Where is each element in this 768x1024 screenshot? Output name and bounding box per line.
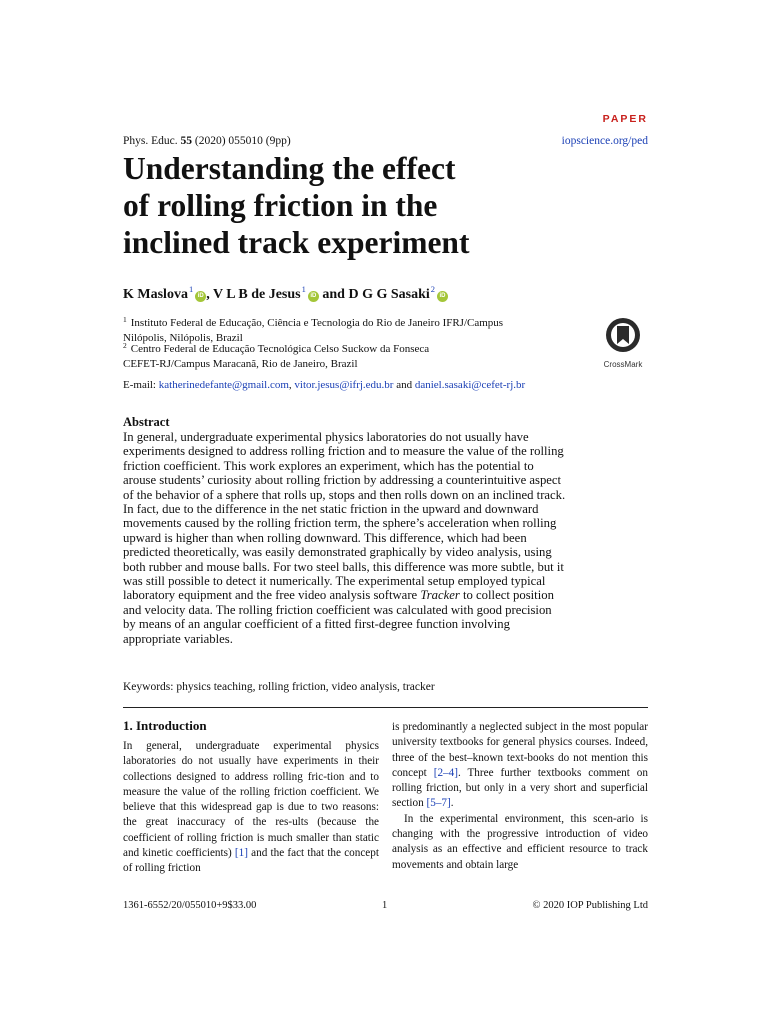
body-text: . Three further textbooks comment on rolling friction, but only in a very short and superficial section	[392, 766, 648, 810]
affiliation-line: Instituto Federal de Educação, Ciência e Tecnologia do Rio de Janeiro IFRJ/Campus	[130, 317, 504, 329]
body-paragraph: In the experimental environment, this scen-ario is changing with the progressive introduction of video analysis as an effective and efficient resource to track movements and obtain large	[392, 812, 648, 871]
title-line: inclined track experiment	[123, 225, 470, 260]
title-line: Understanding the effect	[123, 151, 456, 186]
email-link[interactable]: daniel.sasaki@cefet-rj.br	[414, 379, 526, 391]
paper-title	[123, 150, 583, 261]
affiliation-line: Centro Federal de Educação Tecnológica Celso Suckow da Fonseca	[130, 343, 430, 355]
journal-issue: (2020) 055010 (9pp)	[194, 135, 291, 147]
author-affiliation-mark[interactable]: 1	[301, 284, 306, 294]
body-paragraph	[123, 739, 379, 877]
abstract-body	[123, 430, 567, 646]
title-line: of rolling friction in the	[123, 188, 438, 223]
affiliation-number: 2	[123, 341, 127, 350]
software-name: Tracker	[420, 588, 460, 603]
journal-name: Phys. Educ.	[123, 135, 178, 147]
crossmark-icon	[604, 316, 642, 354]
orcid-icon[interactable]: iD	[308, 291, 319, 302]
author-name: D G G Sasaki	[348, 287, 430, 302]
journal-volume: 55	[180, 135, 192, 147]
crossmark-label: CrossMark	[603, 360, 643, 369]
article-type-label: PAPER	[602, 113, 648, 125]
author-list	[123, 284, 448, 303]
abstract-text-part: In general, undergraduate experimental physics laboratories do not usually have experiments designed to address rolling friction and to measure the value of the rolling friction coefficient. This work explores an experiment, which has the potential to arouse students’ curiosity about rolling friction by addressing a counterintuitive aspect of the behavior of a sphere that rolls up, stops and then rolls down on an inclined track. In fact, due to the difference in the net static friction in the upward and downward movements caused by the rolling friction term, the sphere’s acceleration when rolling upward is higher than when rolling downward. This difference, which had been predicted theoretically, was easily demonstrated graphically by video analysis, using both rubber and mouse balls. For two steel balls, this difference was more subtle, but it was still possible to detect it numerically. The experimental setup employed typical laboratory equipment and the free video analysis software	[123, 430, 566, 603]
issn-price: 1361-6552/20/055010+9$33.00	[123, 900, 257, 911]
author-affiliation-mark[interactable]: 1	[188, 284, 194, 294]
author-name: V L B de Jesus	[212, 287, 301, 302]
abstract-text	[123, 430, 567, 646]
affiliation-number: 1	[123, 315, 127, 324]
citation-link[interactable]: [2–4]	[433, 766, 458, 779]
body-text: is predominantly a neglected subject in the most popular university textbooks for general physics courses. Indeed, three of the best–known text-books do not mention this concept	[392, 721, 648, 779]
body-text: and the fact that the concept of rolling friction	[123, 847, 379, 875]
section-heading: 1. Introduction	[123, 718, 207, 733]
author-name: K Maslova	[123, 287, 188, 302]
crossmark-badge[interactable]	[598, 316, 648, 369]
journal-citation	[123, 135, 291, 147]
email-link[interactable]: katherinedefante@gmail.com	[158, 379, 289, 391]
affiliation	[123, 339, 563, 371]
section-divider	[123, 707, 648, 708]
abstract-text-part: to collect position and velocity data. The rolling friction coefficient was calculated with good precision by means of an angular coefficient of a fitted first-degree function involving appropriate variables.	[123, 588, 554, 646]
orcid-icon[interactable]: iD	[195, 291, 206, 302]
email-separator: and	[393, 379, 415, 391]
body-paragraph	[392, 720, 648, 812]
orcid-icon[interactable]: iD	[437, 291, 448, 302]
abstract-heading: Abstract	[123, 415, 170, 429]
page-number: 1	[382, 900, 388, 911]
citation-link[interactable]: [1]	[234, 847, 248, 860]
contact-emails	[123, 379, 525, 391]
author-separator: and	[318, 287, 349, 302]
affiliation-line: Nilópolis, Nilópolis, Brazil	[123, 331, 243, 344]
author-affiliation-mark[interactable]: 2	[430, 284, 436, 294]
citation-link[interactable]: [5–7]	[426, 797, 451, 810]
body-text: In general, undergraduate experimental physics laboratories do not usually have experiments in their collections designed to address rolling fric-tion and to measure the value of the rolling friction coefficient. We believe that this widespread gap is due to two reasons: the great inaccuracy of the res-ults (because the coefficient of rolling friction is much smaller than static and kinetic coefficients)	[123, 740, 379, 860]
affiliation-line: CEFET-RJ/Campus Maracanã, Rio de Janeiro, Brazil	[123, 357, 358, 370]
body-column-left	[123, 718, 379, 877]
email-prefix: E-mail:	[123, 379, 156, 391]
keywords: Keywords: physics teaching, rolling friction, video analysis, tracker	[123, 681, 435, 693]
body-column-right	[392, 720, 648, 873]
author-separator: ,	[206, 287, 213, 302]
email-link[interactable]: vitor.jesus@ifrj.edu.br	[294, 379, 394, 391]
copyright: © 2020 IOP Publishing Ltd	[532, 900, 648, 911]
email-separator: ,	[288, 379, 295, 391]
journal-website-link[interactable]: iopscience.org/ped	[561, 135, 648, 147]
body-text: .	[450, 797, 454, 810]
